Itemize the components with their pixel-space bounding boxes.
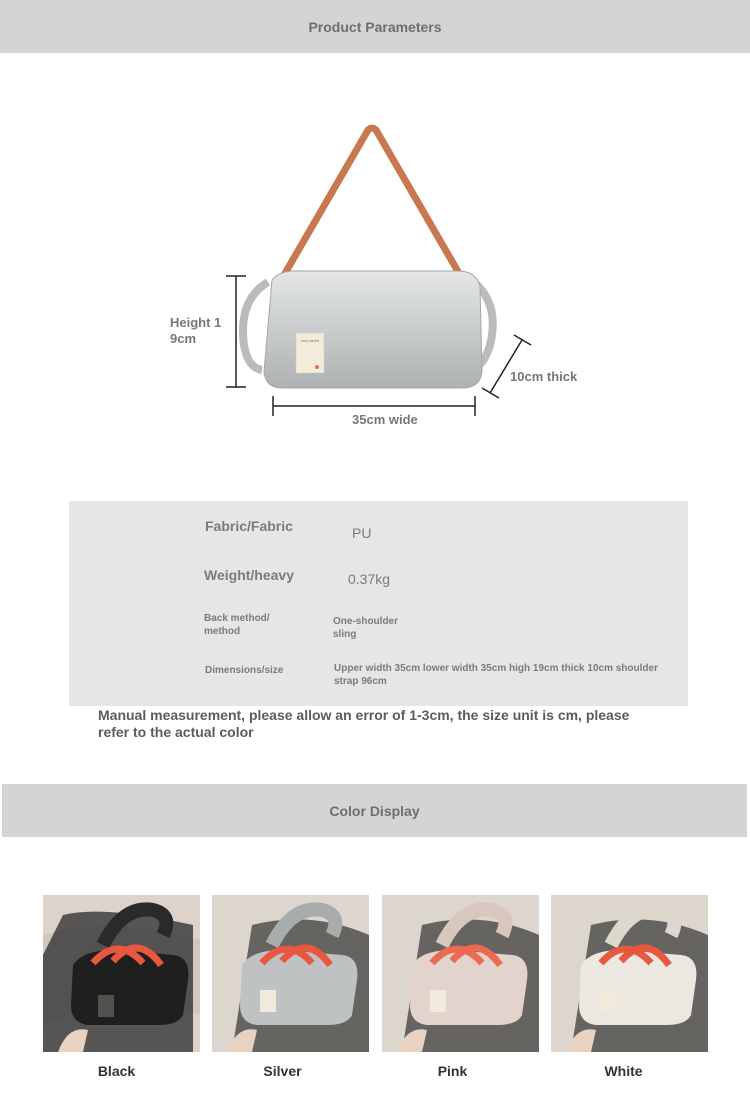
pink-bag-photo bbox=[382, 895, 539, 1052]
swatch-bag-body bbox=[240, 950, 357, 1025]
silver-bag-photo bbox=[212, 895, 369, 1052]
color-label-white: White bbox=[604, 1063, 643, 1079]
color-swatch-pink[interactable] bbox=[382, 895, 539, 1052]
color-swatch-black[interactable] bbox=[43, 895, 200, 1052]
bag-side-handle-left bbox=[243, 282, 268, 370]
back-method-value: One-shoulder sling bbox=[333, 616, 399, 640]
height-label: Height 1 9cm bbox=[170, 315, 222, 346]
weight-label: Weight/heavy bbox=[204, 567, 294, 583]
spec-table bbox=[69, 501, 688, 706]
color-label-silver: Silver bbox=[263, 1063, 302, 1079]
fabric-value: PU bbox=[352, 525, 372, 541]
fabric-label: Fabric/Fabric bbox=[205, 518, 293, 534]
color-label-pink: Pink bbox=[437, 1063, 468, 1079]
dimensions-value: Upper width 35cm lower width 35cm high 19cm thick 10cm shoulder strap 96cm bbox=[334, 663, 658, 687]
measurement-note: Manual measurement, please allow an error of 1-3cm, the size unit is cm, please refer to the actual color bbox=[98, 707, 630, 740]
thickness-label: 10cm thick bbox=[510, 369, 578, 384]
dimensions-label: Dimensions/size bbox=[205, 665, 284, 676]
color-display-header bbox=[2, 784, 747, 837]
color-swatch-silver[interactable] bbox=[212, 895, 369, 1052]
back-method-label: Back method/ method bbox=[204, 613, 270, 637]
white-bag-photo bbox=[551, 895, 708, 1052]
weight-value: 0.37kg bbox=[348, 571, 391, 587]
product-parameters-title: Product Parameters bbox=[308, 18, 442, 35]
product-parameters-header bbox=[0, 0, 750, 53]
swatch-bag-body bbox=[579, 950, 696, 1025]
width-label: 35cm wide bbox=[352, 412, 418, 427]
color-label-black: Black bbox=[97, 1063, 136, 1079]
color-display-title: Color Display bbox=[329, 802, 420, 819]
bag-strap bbox=[284, 128, 460, 275]
swatch-bag-body bbox=[410, 950, 527, 1025]
black-bag-photo bbox=[43, 895, 200, 1052]
bag-dimension-diagram bbox=[0, 53, 750, 473]
color-swatch-white[interactable] bbox=[551, 895, 708, 1052]
bag-label-brand: sick rabbit bbox=[300, 338, 320, 343]
swatch-bag-body bbox=[71, 950, 188, 1025]
